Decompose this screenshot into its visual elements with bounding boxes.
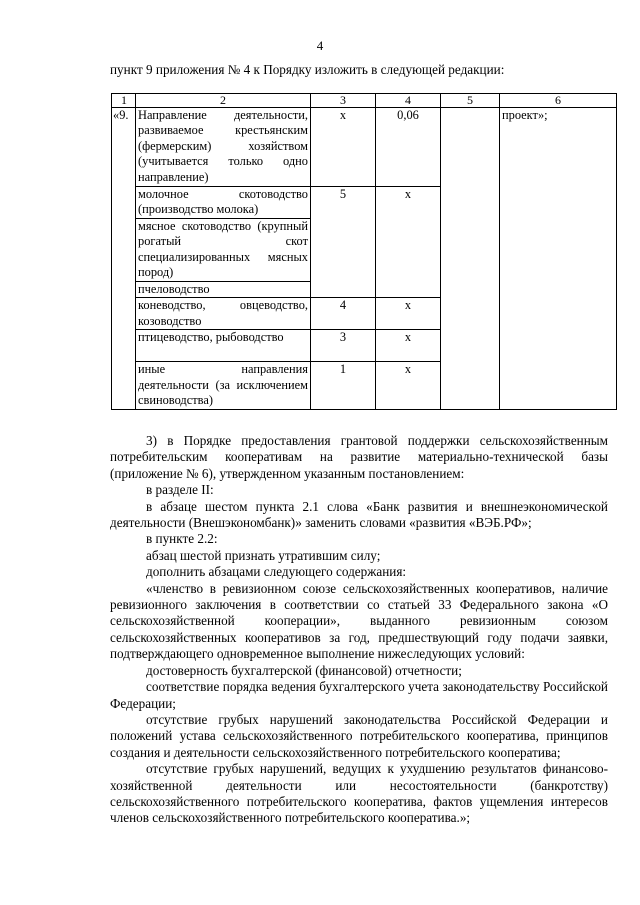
paragraph-8: достоверность бухгалтерской (финансовой) отчетности; <box>146 662 462 678</box>
paragraph-4: в пункте 2.2: <box>146 531 218 547</box>
criterion-direction-col4: 0,06 <box>376 108 441 187</box>
table-row <box>112 108 617 187</box>
sub-dairy-score: 5 <box>311 187 376 298</box>
paragraph-10: отсутствие грубых нарушений законодательства Российской Федерации и положений устава сельскохозяйственного потребительского кооператива, принципов создания и деятельности сельскохозяйственного потребительского кооператива; <box>110 711 608 760</box>
page-number: 4 <box>316 38 324 53</box>
header-col-6: 6 <box>500 94 617 108</box>
sub-poultry-score: 3 <box>311 330 376 362</box>
sub-horses: коневодство, овцеводство, козоводство <box>136 298 311 330</box>
paragraph-1: 3) в Порядке предоставления грантовой поддержки сельскохозяйственным потребительским кооперативам на развитие материально-технической базы (приложение № 6), утвержденном указанным постановлением: <box>110 433 608 481</box>
sub-bees: пчеловодство <box>136 282 311 298</box>
criterion-direction: Направление деятельности, развиваемое крестьянским (фермерским) хозяйством (учитывается только одно направление) <box>136 108 311 187</box>
sub-other: иные направления деятельности (за исключением свиноводства) <box>136 362 311 409</box>
sub-horses-score: 4 <box>311 298 376 330</box>
project-cell: проект»; <box>500 108 617 410</box>
header-col-3: 3 <box>311 94 376 108</box>
sub-poultry-x: x <box>376 330 441 362</box>
paragraph-11: отсутствие грубых нарушений, ведущих к ухудшению результатов финансово-хозяйственной деятельности или несостоятельности (банкротству) сельскохозяйственного потребительского кооператива, фактов ущемления интересов членов сельскохозяйственного потребительского кооператива.»; <box>110 761 608 826</box>
criteria-table <box>111 93 617 410</box>
empty-col5 <box>441 108 500 410</box>
sub-other-x: x <box>376 362 441 409</box>
paragraph-3: в абзаце шестом пункта 2.1 слова «Банк развития и внешнеэкономической деятельности (Внешэкономбанк)» заменить словами «развития «ВЭБ.РФ»; <box>110 498 608 531</box>
header-col-1: 1 <box>112 94 136 108</box>
sub-other-score: 1 <box>311 362 376 409</box>
sub-dairy-x: x <box>376 187 441 298</box>
header-col-4: 4 <box>376 94 441 108</box>
paragraph-7: «членство в ревизионном союзе сельскохозяйственных кооперативов, наличие ревизионного заключения в соответствии со статьей 33 Федерального закона «О сельскохозяйственной кооперации», выданного ревизионным союзом сельскохозяйственных кооперативов за год, предшествующий году подачи заявки, подтверждающего одновременное выполнение нижеследующих условий: <box>110 580 608 662</box>
paragraph-9: соответствие порядка ведения бухгалтерского учета законодательству Российской Федерации; <box>110 679 608 711</box>
paragraph-5: абзац шестой признать утратившим силу; <box>146 547 381 563</box>
paragraph-6: дополнить абзацами следующего содержания: <box>146 564 407 580</box>
header-col-5: 5 <box>441 94 500 108</box>
sub-dairy: молочное скотоводство (производство молока) <box>136 187 311 219</box>
row-number: «9. <box>112 108 136 410</box>
sub-poultry: птицеводство, рыбоводство <box>136 330 311 362</box>
sub-horses-x: x <box>376 298 441 330</box>
document-body <box>110 433 608 827</box>
paragraph-2: в разделе II: <box>146 482 214 498</box>
header-col-2: 2 <box>136 94 311 108</box>
intro-text: пункт 9 приложения № 4 к Порядку изложить в следующей редакции: <box>110 62 505 77</box>
criterion-direction-col3: x <box>311 108 376 187</box>
table-header-row <box>112 94 617 108</box>
sub-beef: мясное скотоводство (крупный рогатый скот специализированных мясных пород) <box>136 219 311 282</box>
